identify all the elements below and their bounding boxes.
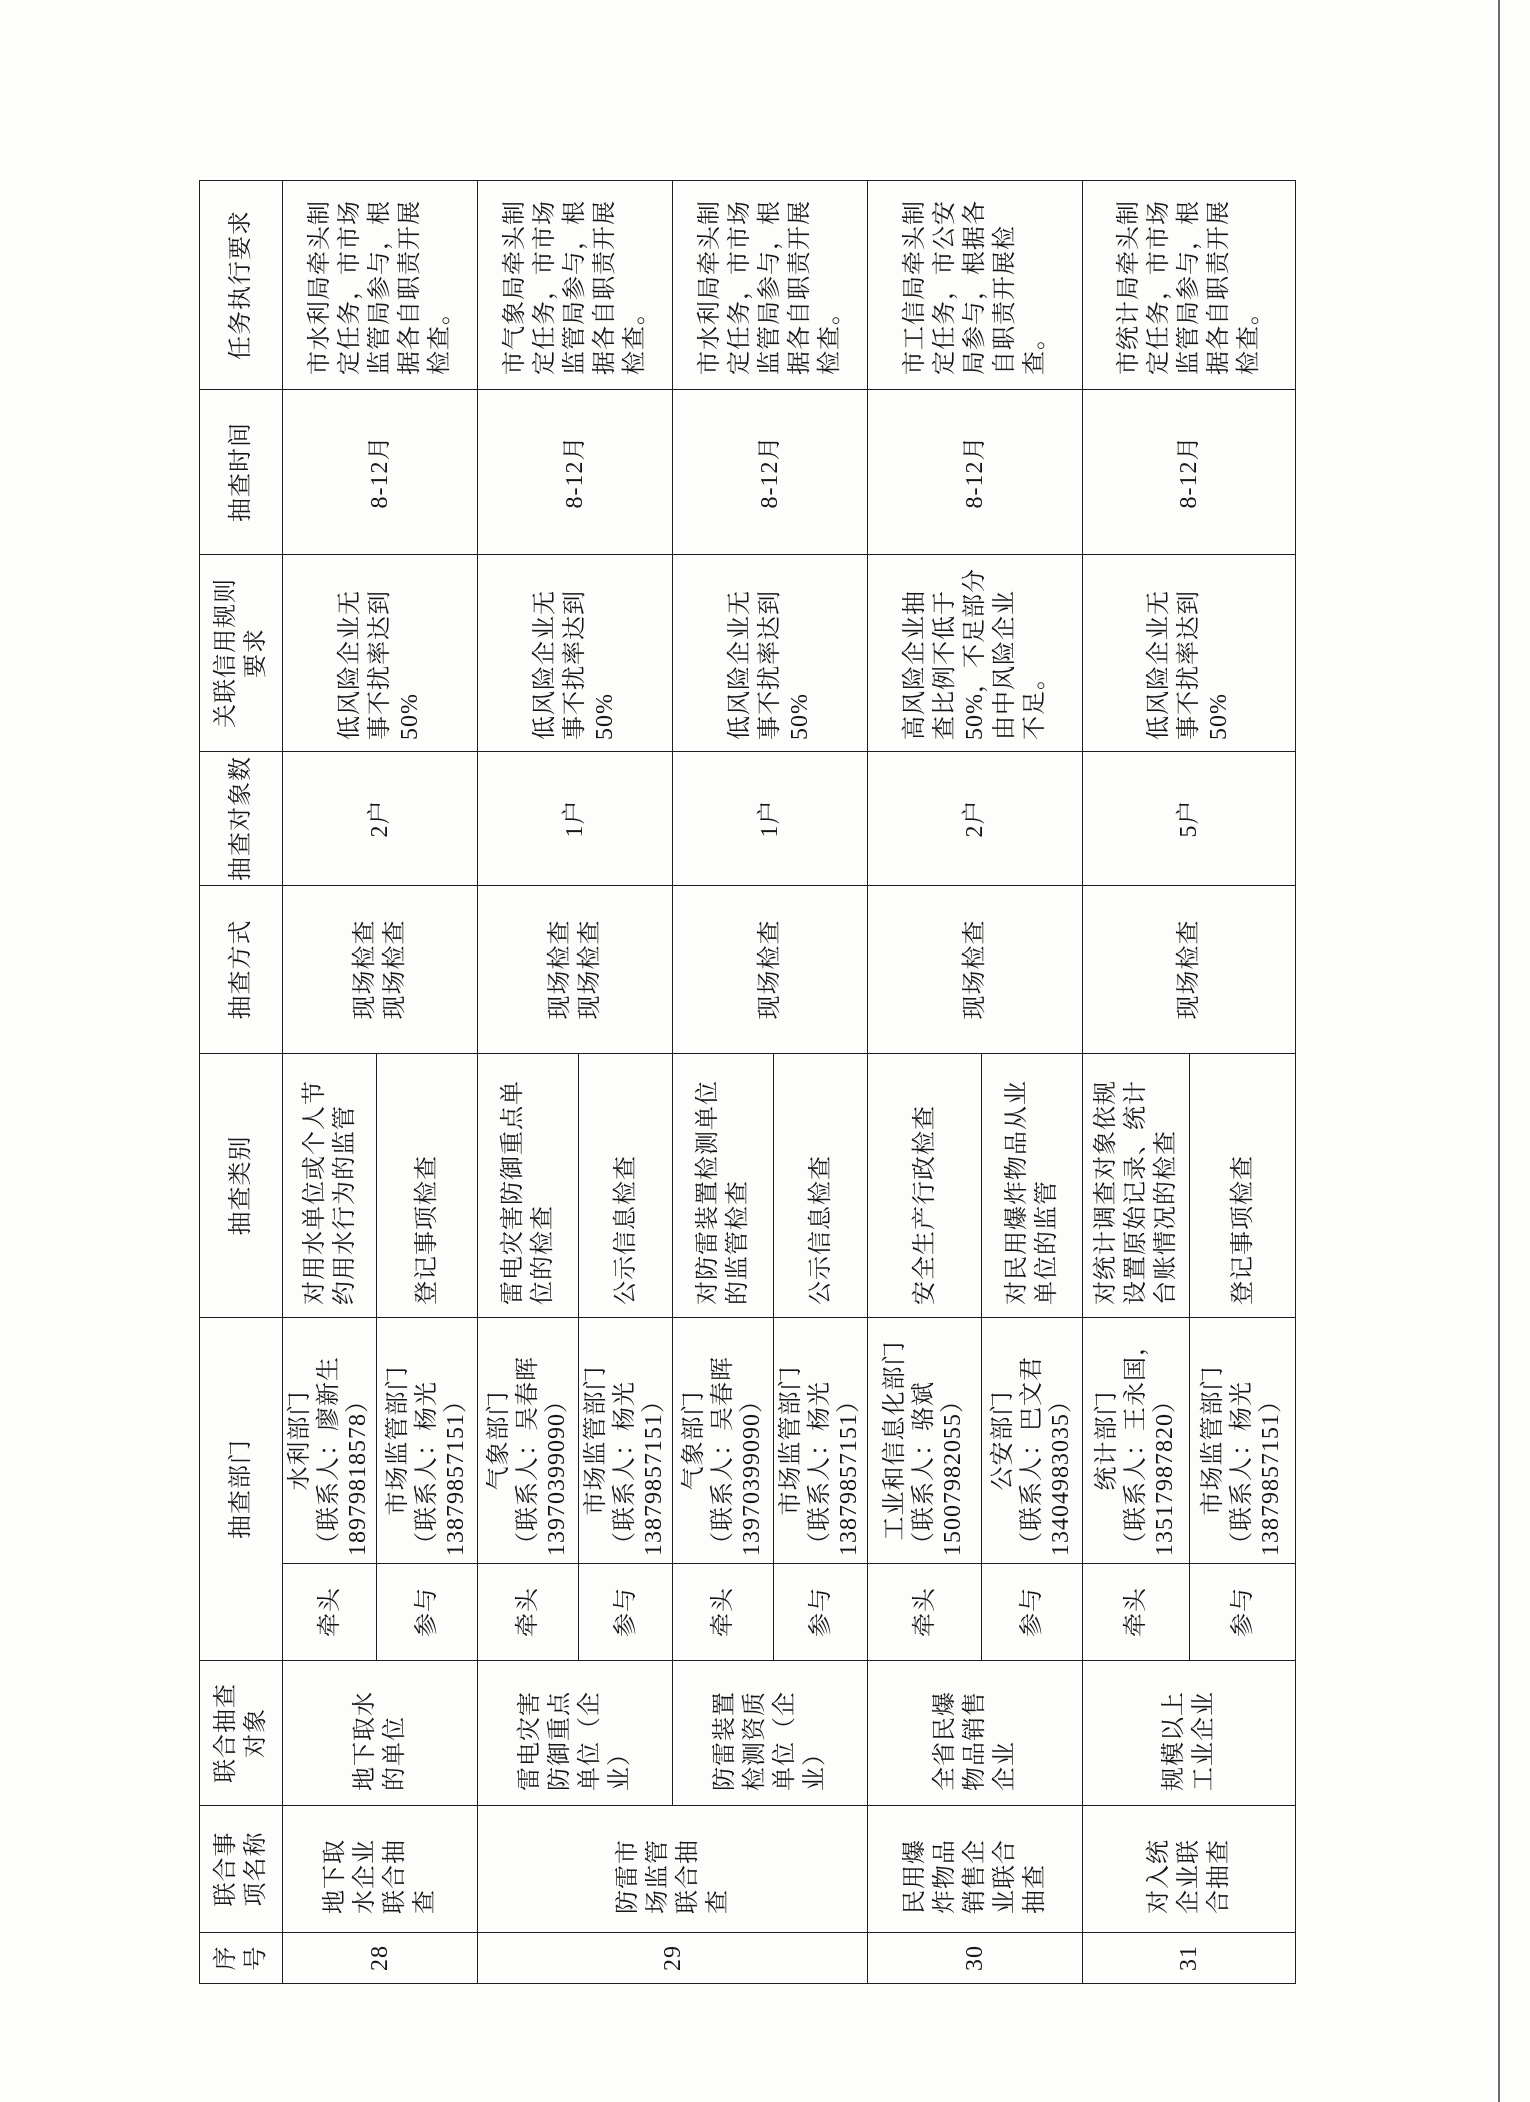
time-cell: 8-12月: [478, 390, 673, 555]
target-cell: 地下取水的单位: [283, 1661, 478, 1806]
requirement-cell: 市工信局牵头制定任务，市公安局参与，根据各自职责开展检查。: [868, 181, 1083, 390]
department-contact: （联系人：吴春晖13970399090）: [514, 1356, 570, 1556]
department-cell: [673, 1318, 774, 1564]
role-cell: 参与: [1190, 1564, 1296, 1661]
category-cell: 对防雷装置检测单位的监管检查: [673, 1054, 774, 1318]
department-cell: [982, 1318, 1083, 1564]
method-text: 现场检查: [962, 919, 988, 1020]
seq-cell: 30: [868, 1933, 1083, 1984]
method-cell: [673, 886, 868, 1054]
department-name: 气象部门: [680, 1390, 707, 1491]
header-department: 抽查部门: [200, 1318, 283, 1661]
table-row: [1083, 181, 1190, 1984]
target-cell: 雷电灾害防御重点单位（企业）: [478, 1661, 673, 1806]
requirement-cell: 市水利局牵头制定任务，市市场监管局参与，根据各自职责开展检查。: [283, 181, 478, 390]
count-cell: 2户: [283, 752, 478, 886]
header-count: 抽查对象数: [200, 752, 283, 886]
role-cell: 参与: [982, 1564, 1083, 1661]
role-cell: 牵头: [478, 1564, 579, 1661]
department-contact: （联系人：廖新生18979818578）: [316, 1356, 371, 1556]
department-cell: [579, 1318, 673, 1564]
time-cell: 8-12月: [1083, 390, 1296, 555]
category-cell: 对用水单位或个人节约用水行为的监管: [283, 1054, 377, 1318]
department-name: 统计部门: [1093, 1390, 1120, 1491]
target-cell: 规模以上工业企业: [1083, 1661, 1296, 1806]
method-text: 现场检查: [1176, 919, 1202, 1020]
department-name: 公安部门: [989, 1390, 1016, 1491]
role-cell: 参与: [774, 1564, 868, 1661]
time-cell: 8-12月: [868, 390, 1083, 555]
header-time: 抽查时间: [200, 390, 283, 555]
department-name: 水利部门: [287, 1390, 313, 1491]
table-row: [673, 181, 774, 1984]
item-name-cell: 地下取水企业联合抽查: [283, 1806, 478, 1933]
department-name: 市场监管部门: [778, 1365, 804, 1516]
target-cell: 防雷装置检测资质单位（企业）: [673, 1661, 868, 1806]
category-cell: 登记事项检查: [1190, 1054, 1296, 1318]
header-requirement: 任务执行要求: [200, 181, 283, 390]
department-contact: （联系人：杨光13879857151）: [807, 1381, 862, 1556]
credit-rule-cell: 低风险企业无事不扰率达到50%: [673, 555, 868, 752]
department-contact: （联系人：王永国，13517987820）: [1122, 1331, 1178, 1556]
method-cell: [1083, 886, 1296, 1054]
seq-cell: 28: [283, 1933, 478, 1984]
table-row: [478, 181, 579, 1984]
item-name-cell: 民用爆炸物品销售企业联合抽查: [868, 1806, 1083, 1933]
requirement-cell: 市气象局牵头制定任务，市市场监管局参与，根据各自职责开展检查。: [478, 181, 673, 390]
department-name: 市场监管部门: [384, 1365, 411, 1516]
category-cell: 对民用爆炸物品从业单位的监管: [982, 1054, 1083, 1318]
table-row: [868, 181, 982, 1984]
department-contact: （联系人：吴春晖13970399090）: [709, 1356, 765, 1556]
role-cell: 牵头: [673, 1564, 774, 1661]
role-cell: 牵头: [868, 1564, 982, 1661]
method-text: 现场检查: [577, 919, 603, 1020]
header-method: 抽查方式: [200, 886, 283, 1054]
department-contact: （联系人：巴文君13404983035）: [1018, 1356, 1074, 1556]
department-name: 市场监管部门: [1200, 1365, 1226, 1516]
category-cell: 登记事项检查: [377, 1054, 478, 1318]
method-cell: [868, 886, 1083, 1054]
method-text: 现场检查: [547, 919, 573, 1020]
department-name: 工业和信息化部门: [882, 1340, 908, 1541]
role-cell: 牵头: [283, 1564, 377, 1661]
category-cell: 公示信息检查: [579, 1054, 673, 1318]
header-target: 联合抽查对象: [200, 1661, 283, 1806]
department-cell: [283, 1318, 377, 1564]
credit-rule-cell: 低风险企业无事不扰率达到50%: [1083, 555, 1296, 752]
department-name: 气象部门: [485, 1390, 512, 1491]
header-seq: 序号: [200, 1933, 283, 1984]
rotated-table-wrapper: [199, 181, 1295, 1984]
seq-cell: 31: [1083, 1933, 1296, 1984]
count-cell: 5户: [1083, 752, 1296, 886]
department-contact: （联系人：杨光13879857151）: [413, 1381, 469, 1556]
time-cell: 8-12月: [283, 390, 478, 555]
category-cell: 安全生产行政检查: [868, 1054, 982, 1318]
header-category: 抽查类别: [200, 1054, 283, 1318]
department-contact: （联系人：杨光13879857151）: [1229, 1381, 1284, 1556]
category-cell: 公示信息检查: [774, 1054, 868, 1318]
item-name-cell: 对入统企业联合抽查: [1083, 1806, 1296, 1933]
credit-rule-cell: 高风险企业抽查比例不低于50%，不足部分由中风险企业不足。: [868, 555, 1083, 752]
requirement-cell: 市水利局牵头制定任务，市市场监管局参与，根据各自职责开展检查。: [673, 181, 868, 390]
department-cell: [1083, 1318, 1190, 1564]
method-cell: [478, 886, 673, 1054]
header-row: [200, 181, 283, 1984]
department-cell: [1190, 1318, 1296, 1564]
department-cell: [377, 1318, 478, 1564]
seq-cell: 29: [478, 1933, 868, 1984]
method-text: 现场检查: [382, 919, 408, 1020]
department-cell: [774, 1318, 868, 1564]
time-cell: 8-12月: [673, 390, 868, 555]
method-text: 现场检查: [352, 919, 378, 1020]
credit-rule-cell: 低风险企业无事不扰率达到50%: [478, 555, 673, 752]
count-cell: 1户: [673, 752, 868, 886]
table-row: [283, 181, 377, 1984]
role-cell: 参与: [377, 1564, 478, 1661]
method-cell: [283, 886, 478, 1054]
target-cell: 全省民爆物品销售企业: [868, 1661, 1083, 1806]
category-cell: 雷电灾害防御重点单位的检查: [478, 1054, 579, 1318]
method-text: 现场检查: [757, 919, 783, 1020]
category-cell: 对统计调查对象依规设置原始记录、统计台账情况的检查: [1083, 1054, 1190, 1318]
department-contact: （联系人：杨光13879857151）: [612, 1381, 667, 1556]
role-cell: 牵头: [1083, 1564, 1190, 1661]
department-name: 市场监管部门: [583, 1365, 609, 1516]
joint-inspection-table: [199, 180, 1296, 1984]
header-credit-rule: 关联信用规则要求: [200, 555, 283, 752]
department-cell: [868, 1318, 982, 1564]
scan-edge-line: [1498, 0, 1500, 2102]
role-cell: 参与: [579, 1564, 673, 1661]
count-cell: 1户: [478, 752, 673, 886]
header-item-name: 联合事项名称: [200, 1806, 283, 1933]
requirement-cell: 市统计局牵头制定任务，市市场监管局参与，根据各自职责开展检查。: [1083, 181, 1296, 390]
department-cell: [478, 1318, 579, 1564]
item-name-cell: 防雷市场监管联合抽查: [478, 1806, 868, 1933]
department-contact: （联系人：骆斌15007982055）: [911, 1381, 966, 1556]
count-cell: 2户: [868, 752, 1083, 886]
credit-rule-cell: 低风险企业无事不扰率达到50%: [283, 555, 478, 752]
